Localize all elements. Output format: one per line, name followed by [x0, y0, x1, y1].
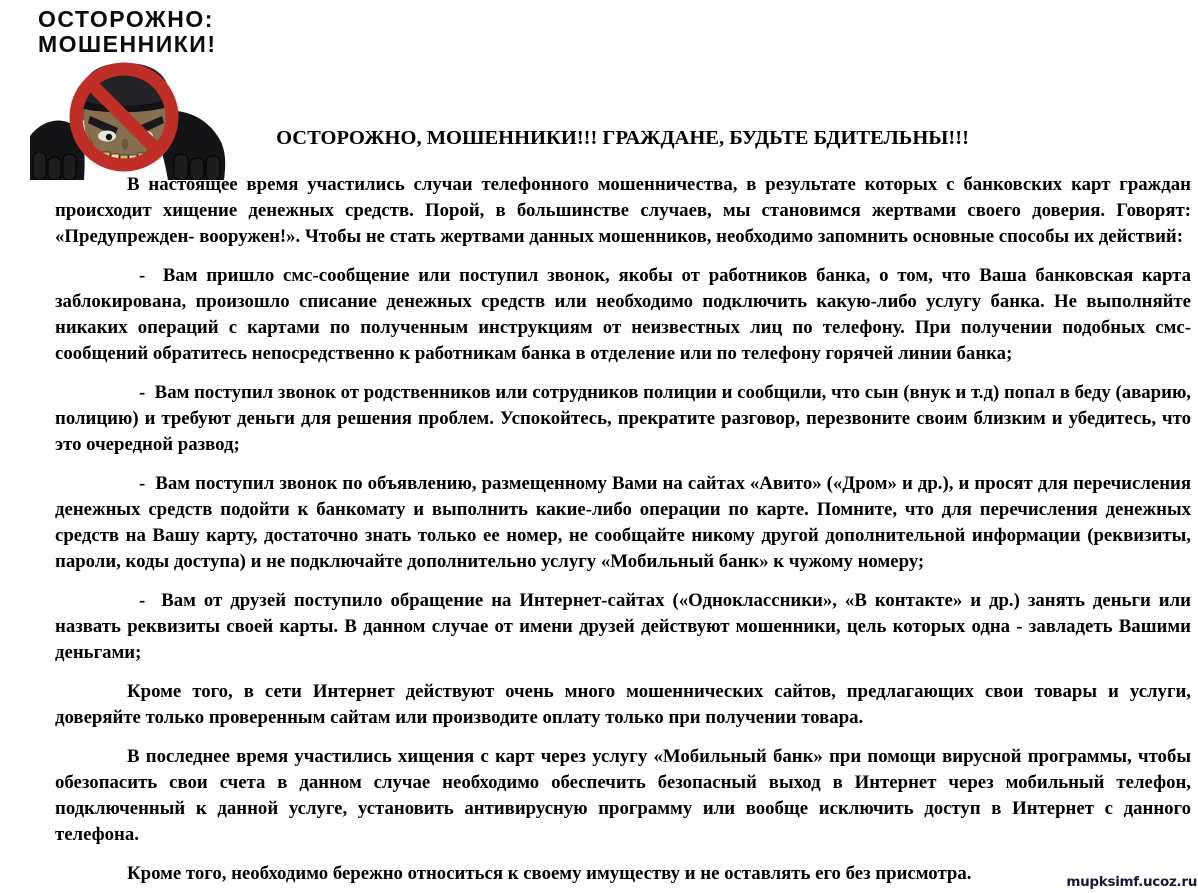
paragraph-intro: В настоящее время участились случаи телефонного мошенничества, в результате которых с банковских карт граждан происходит хищение денежных средств. Порой, в большинстве случаев, мы становимся жертвами своего доверия. Говорят: «Предупрежден- вооружен!». Чтобы не стать жертвами данных мошенников, необходимо запомнить основные способы их действий: — [55, 174, 1191, 247]
paragraph-bullet: - Вам поступил звонок от родственников или сотрудников полиции и сообщили, что сын (внук и т.д) попал в беду (аварию, полицию) и требуют деньги для решения проблем. Успокойтесь, прекратите разговор, перезвоните своим близким и убедитесь, что это очередной развод; — [55, 382, 1191, 455]
paragraph-plain: Кроме того, необходимо бережно относиться к своему имуществу и не оставлять его без присмотра. — [127, 863, 972, 884]
paragraph-plain: Кроме того, в сети Интернет действуют очень много мошеннических сайтов, предлагающих свои товары и услуги, доверяйте только проверенным сайтам или производите оплату только при получении товара. — [55, 681, 1191, 728]
paragraph-bullet: - Вам поступил звонок по объявлению, размещенному Вами на сайтах «Авито» («Дром» и др.), и просят для перечисления денежных средств подойти к банкомату и выполнить какие-либо операции по карте. Помните, что для перечисления денежных средств на Вашу карту, достаточно знать только ее номер, не сообщайте никому другой дополнительной информации (реквизиты, пароли, коды доступа) и не подключайте дополнительно услугу «Мобильный банк» к чужому номеру; — [55, 473, 1191, 572]
site-watermark: mupksimf.ucoz.ru — [1066, 874, 1197, 890]
paragraph-plain: В последнее время участились хищения с карт через услугу «Мобильный банк» при помощи вирусной программы, чтобы обезопасить свои счета в данном случае необходимо обеспечить безопасный выход в Интернет через мобильный телефон, подключенный к данной услуге, установить антивирусную программу или вообще исключить доступ в Интернет с данного телефона. — [55, 746, 1191, 845]
document-body — [55, 172, 1191, 893]
logo-heading-line2: МОШЕННИКИ! — [38, 31, 217, 57]
page-title: ОСТОРОЖНО, МОШЕННИКИ!!! ГРАЖДАНЕ, БУДЬТЕ БДИТЕЛЬНЫ!!! — [276, 127, 969, 149]
warning-logo-heading — [38, 7, 216, 57]
logo-heading-line1: ОСТОРОЖНО: — [38, 6, 214, 32]
paragraph-bullet: - Вам пришло смс-сообщение или поступил звонок, якобы от работников банка, о том, что Ваша банковская карта заблокирована, произошло списание денежных средств или необходимо подключить какую-либо услугу банка. Не выполняйте никаких операций с картами по полученным инструкциям от неизвестных лиц по телефону. При получении подобных смс-сообщений обратитесь непосредственно к работникам банка в отделение или по телефону горячей линии банка; — [55, 265, 1191, 364]
no-scammers-icon — [28, 56, 226, 180]
paragraph-bullet: - Вам от друзей поступило обращение на Интернет-сайтах («Одноклассники», «В контакте» и др.) занять деньги или назвать реквизиты своей карты. В данном случае от имени друзей действуют мошенники, цель которых одна - завладеть Вашими деньгами; — [55, 590, 1191, 663]
